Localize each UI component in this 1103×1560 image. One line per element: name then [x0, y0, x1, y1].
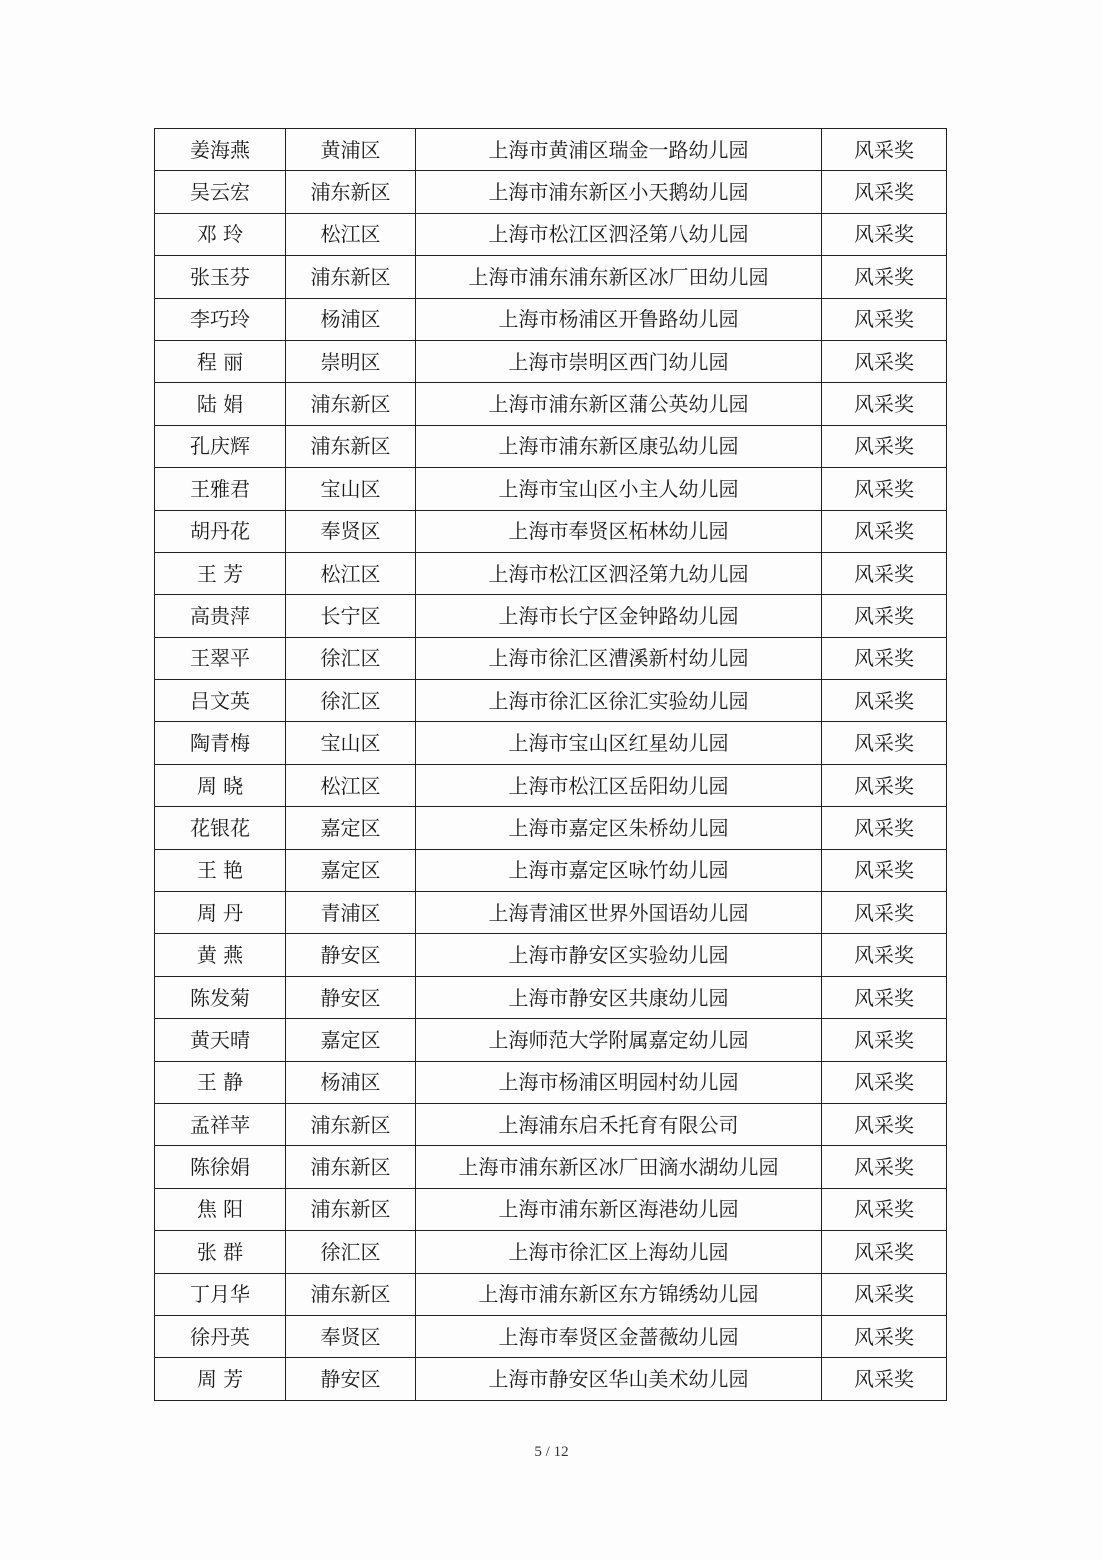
district-cell: 浦东新区 — [286, 171, 416, 213]
award-cell: 风采奖 — [822, 764, 947, 806]
district-cell: 松江区 — [286, 552, 416, 594]
district-cell: 青浦区 — [286, 892, 416, 934]
school-cell: 上海市长宁区金钟路幼儿园 — [416, 595, 822, 637]
district-cell: 浦东新区 — [286, 1103, 416, 1145]
district-cell: 黄浦区 — [286, 129, 416, 171]
award-cell: 风采奖 — [822, 552, 947, 594]
award-cell: 风采奖 — [822, 637, 947, 679]
award-cell: 风采奖 — [822, 849, 947, 891]
school-cell: 上海市杨浦区明园村幼儿园 — [416, 1061, 822, 1103]
table-row — [155, 764, 947, 806]
school-cell: 上海市宝山区小主人幼儿园 — [416, 468, 822, 510]
district-cell: 奉贤区 — [286, 1315, 416, 1357]
table-row — [155, 340, 947, 382]
table-row — [155, 595, 947, 637]
table-row — [155, 552, 947, 594]
district-cell: 浦东新区 — [286, 1273, 416, 1315]
school-cell: 上海市浦东新区海港幼儿园 — [416, 1188, 822, 1230]
school-cell: 上海市崇明区西门幼儿园 — [416, 340, 822, 382]
district-cell: 奉贤区 — [286, 510, 416, 552]
table-row — [155, 680, 947, 722]
table-row — [155, 1358, 947, 1400]
table-row — [155, 256, 947, 298]
award-cell: 风采奖 — [822, 383, 947, 425]
school-cell: 上海市浦东新区蒲公英幼儿园 — [416, 383, 822, 425]
award-cell: 风采奖 — [822, 129, 947, 171]
school-cell: 上海市浦东新区东方锦绣幼儿园 — [416, 1273, 822, 1315]
district-cell: 静安区 — [286, 1358, 416, 1400]
school-cell: 上海市松江区岳阳幼儿园 — [416, 764, 822, 806]
district-cell: 浦东新区 — [286, 425, 416, 467]
award-cell: 风采奖 — [822, 1188, 947, 1230]
award-cell: 风采奖 — [822, 510, 947, 552]
name-cell: 吕文英 — [155, 680, 286, 722]
district-cell: 嘉定区 — [286, 1019, 416, 1061]
table-row — [155, 1315, 947, 1357]
name-cell: 王 芳 — [155, 552, 286, 594]
award-cell: 风采奖 — [822, 1061, 947, 1103]
award-cell: 风采奖 — [822, 1273, 947, 1315]
name-cell: 姜海燕 — [155, 129, 286, 171]
table-row — [155, 1061, 947, 1103]
district-cell: 松江区 — [286, 764, 416, 806]
school-cell: 上海市杨浦区开鲁路幼儿园 — [416, 298, 822, 340]
district-cell: 浦东新区 — [286, 1188, 416, 1230]
name-cell: 邓 玲 — [155, 213, 286, 255]
award-cell: 风采奖 — [822, 425, 947, 467]
table-row — [155, 722, 947, 764]
award-cell: 风采奖 — [822, 340, 947, 382]
table-row — [155, 425, 947, 467]
school-cell: 上海市浦东新区冰厂田滴水湖幼儿园 — [416, 1146, 822, 1188]
table-row — [155, 1019, 947, 1061]
school-cell: 上海市奉贤区柘林幼儿园 — [416, 510, 822, 552]
award-cell: 风采奖 — [822, 680, 947, 722]
district-cell: 嘉定区 — [286, 807, 416, 849]
school-cell: 上海市宝山区红星幼儿园 — [416, 722, 822, 764]
name-cell: 张 群 — [155, 1231, 286, 1273]
award-cell: 风采奖 — [822, 934, 947, 976]
school-cell: 上海师范大学附属嘉定幼儿园 — [416, 1019, 822, 1061]
school-cell: 上海市静安区华山美术幼儿园 — [416, 1358, 822, 1400]
table-row — [155, 1103, 947, 1145]
school-cell: 上海市嘉定区朱桥幼儿园 — [416, 807, 822, 849]
name-cell: 焦 阳 — [155, 1188, 286, 1230]
school-cell: 上海市徐汇区上海幼儿园 — [416, 1231, 822, 1273]
name-cell: 黄天晴 — [155, 1019, 286, 1061]
name-cell: 陶青梅 — [155, 722, 286, 764]
table-row — [155, 1273, 947, 1315]
district-cell: 杨浦区 — [286, 298, 416, 340]
name-cell: 徐丹英 — [155, 1315, 286, 1357]
name-cell: 黄 燕 — [155, 934, 286, 976]
district-cell: 浦东新区 — [286, 383, 416, 425]
district-cell: 静安区 — [286, 934, 416, 976]
district-cell: 徐汇区 — [286, 680, 416, 722]
award-list-table — [154, 128, 947, 1401]
name-cell: 胡丹花 — [155, 510, 286, 552]
award-cell: 风采奖 — [822, 722, 947, 764]
award-list-body — [155, 129, 947, 1401]
name-cell: 吴云宏 — [155, 171, 286, 213]
school-cell: 上海市嘉定区咏竹幼儿园 — [416, 849, 822, 891]
school-cell: 上海市松江区泗泾第八幼儿园 — [416, 213, 822, 255]
name-cell: 周 芳 — [155, 1358, 286, 1400]
award-cell: 风采奖 — [822, 1231, 947, 1273]
table-row — [155, 129, 947, 171]
district-cell: 松江区 — [286, 213, 416, 255]
district-cell: 宝山区 — [286, 468, 416, 510]
name-cell: 程 丽 — [155, 340, 286, 382]
table-row — [155, 468, 947, 510]
award-cell: 风采奖 — [822, 976, 947, 1018]
table-row — [155, 1231, 947, 1273]
name-cell: 陈发菊 — [155, 976, 286, 1018]
name-cell: 王 静 — [155, 1061, 286, 1103]
district-cell: 杨浦区 — [286, 1061, 416, 1103]
name-cell: 孟祥苹 — [155, 1103, 286, 1145]
school-cell: 上海市徐汇区漕溪新村幼儿园 — [416, 637, 822, 679]
table-row — [155, 807, 947, 849]
school-cell: 上海市浦东新区小天鹅幼儿园 — [416, 171, 822, 213]
district-cell: 徐汇区 — [286, 637, 416, 679]
table-row — [155, 171, 947, 213]
district-cell: 徐汇区 — [286, 1231, 416, 1273]
award-cell: 风采奖 — [822, 298, 947, 340]
table-row — [155, 383, 947, 425]
name-cell: 陈徐娟 — [155, 1146, 286, 1188]
table-row — [155, 849, 947, 891]
table-row — [155, 213, 947, 255]
award-cell: 风采奖 — [822, 468, 947, 510]
award-cell: 风采奖 — [822, 171, 947, 213]
award-cell: 风采奖 — [822, 892, 947, 934]
name-cell: 王翠平 — [155, 637, 286, 679]
table-row — [155, 510, 947, 552]
name-cell: 高贵萍 — [155, 595, 286, 637]
district-cell: 崇明区 — [286, 340, 416, 382]
name-cell: 丁月华 — [155, 1273, 286, 1315]
name-cell: 孔庆辉 — [155, 425, 286, 467]
name-cell: 周 晓 — [155, 764, 286, 806]
award-cell: 风采奖 — [822, 256, 947, 298]
name-cell: 李巧玲 — [155, 298, 286, 340]
award-cell: 风采奖 — [822, 1358, 947, 1400]
school-cell: 上海市静安区实验幼儿园 — [416, 934, 822, 976]
name-cell: 张玉芬 — [155, 256, 286, 298]
award-cell: 风采奖 — [822, 595, 947, 637]
award-cell: 风采奖 — [822, 1019, 947, 1061]
table-row — [155, 637, 947, 679]
table-row — [155, 1146, 947, 1188]
table-row — [155, 298, 947, 340]
name-cell: 周 丹 — [155, 892, 286, 934]
table-row — [155, 1188, 947, 1230]
school-cell: 上海市浦东浦东新区冰厂田幼儿园 — [416, 256, 822, 298]
district-cell: 静安区 — [286, 976, 416, 1018]
school-cell: 上海市黄浦区瑞金一路幼儿园 — [416, 129, 822, 171]
district-cell: 宝山区 — [286, 722, 416, 764]
award-cell: 风采奖 — [822, 213, 947, 255]
school-cell: 上海市松江区泗泾第九幼儿园 — [416, 552, 822, 594]
award-cell: 风采奖 — [822, 1315, 947, 1357]
award-cell: 风采奖 — [822, 807, 947, 849]
name-cell: 王雅君 — [155, 468, 286, 510]
award-cell: 风采奖 — [822, 1146, 947, 1188]
name-cell: 花银花 — [155, 807, 286, 849]
school-cell: 上海青浦区世界外国语幼儿园 — [416, 892, 822, 934]
school-cell: 上海市奉贤区金蔷薇幼儿园 — [416, 1315, 822, 1357]
name-cell: 王 艳 — [155, 849, 286, 891]
table-row — [155, 892, 947, 934]
table-row — [155, 976, 947, 1018]
district-cell: 嘉定区 — [286, 849, 416, 891]
district-cell: 浦东新区 — [286, 256, 416, 298]
school-cell: 上海浦东启禾托育有限公司 — [416, 1103, 822, 1145]
award-cell: 风采奖 — [822, 1103, 947, 1145]
district-cell: 浦东新区 — [286, 1146, 416, 1188]
district-cell: 长宁区 — [286, 595, 416, 637]
table-row — [155, 934, 947, 976]
name-cell: 陆 娟 — [155, 383, 286, 425]
page-number: 5 / 12 — [534, 1444, 569, 1460]
school-cell: 上海市静安区共康幼儿园 — [416, 976, 822, 1018]
school-cell: 上海市浦东新区康弘幼儿园 — [416, 425, 822, 467]
school-cell: 上海市徐汇区徐汇实验幼儿园 — [416, 680, 822, 722]
